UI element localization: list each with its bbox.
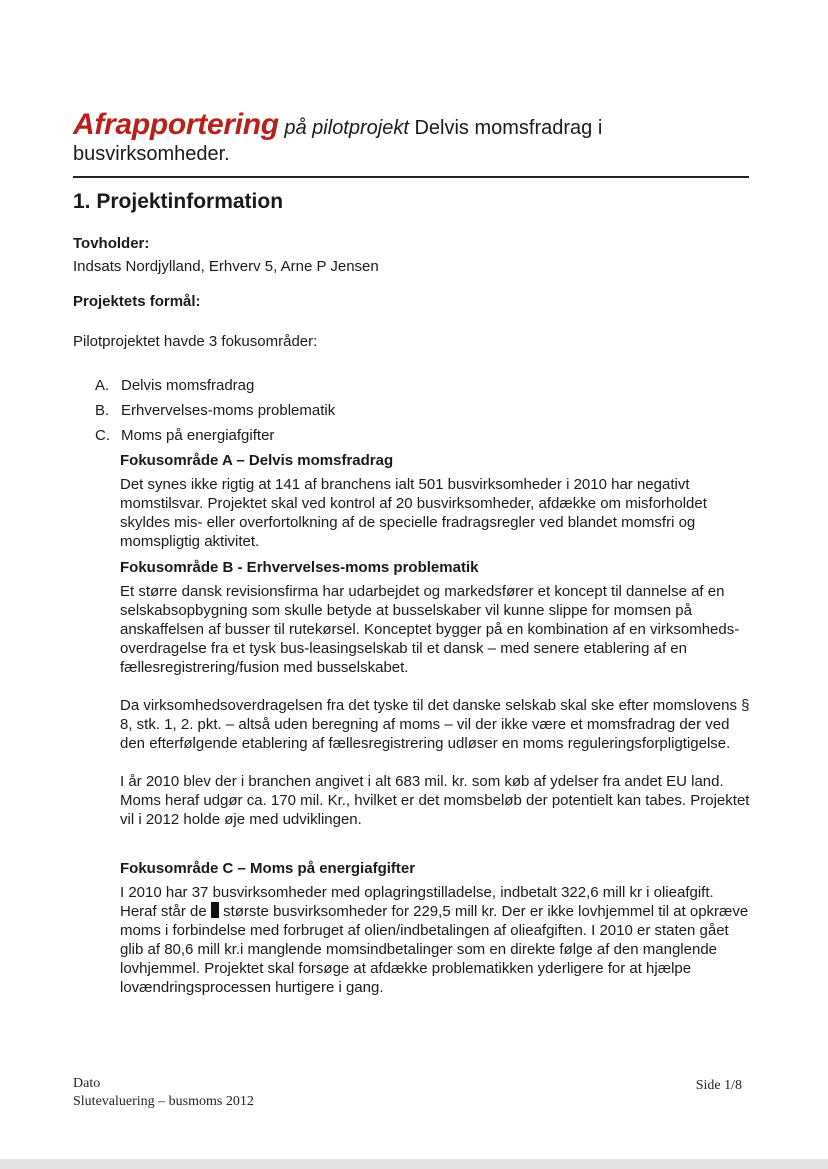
title-divider <box>73 176 749 178</box>
document-title <box>73 108 753 167</box>
list-item-text: Moms på energiafgifter <box>121 427 275 444</box>
footer-page-number: Side 1/8 <box>695 1078 742 1093</box>
list-item <box>95 426 335 451</box>
section-heading: 1. Projektinformation <box>73 190 284 213</box>
tovholder-value: Indsats Nordjylland, Erhverv 5, Arne P Jensen <box>73 258 379 275</box>
list-marker: B. <box>95 402 110 419</box>
focus-a-section <box>120 452 750 551</box>
scan-edge <box>0 1159 828 1169</box>
list-marker: C. <box>95 427 110 444</box>
list-item <box>95 401 335 426</box>
title-bold: Afrapportering <box>73 108 279 141</box>
intro-text: Pilotprojektet havde 3 fokusområder: <box>73 333 318 350</box>
title-line2: busvirksomheder. <box>73 143 230 165</box>
list-item <box>95 376 335 401</box>
list-item-text: Erhvervelses-moms problematik <box>121 402 336 419</box>
focus-b-heading: Fokusområde B - Erhvervelses-moms problematik <box>120 559 479 576</box>
title-italic: på pilotprojekt <box>284 117 409 139</box>
focus-list <box>95 376 335 451</box>
footer-date-label: Dato <box>73 1076 101 1091</box>
focus-a-paragraph: Det synes ikke rigtig at 141 af branchens ialt 501 busvirksomheder i 2010 har negativt momstilsvar. Projektet skal ved kontrol af 20 busvirksomheder, afdække om misforholdet skyldes mis- eller overfortolkning af de specielle fradragsregler ved blandet momsfri og momspligtig aktivitet. <box>120 476 707 550</box>
title-plain: Delvis momsfradrag i <box>414 117 603 139</box>
focus-b-section <box>120 559 750 829</box>
list-marker: A. <box>95 377 110 394</box>
focus-c-text-after: største busvirksomheder for 229,5 mill kr. Der er ikke lovhjemmel til at opkræve moms i forbindelse med forbruget af olien/indbetalingen af olieafgiften. I 2010 er staten gået glib af 80,6 mill kr.i manglende momsindbetalinger som en direkte følge af den manglende lovhjemmel. Projektet skal forsøge at afdække problematikken yderligere for at hjælpe lovændringsprocessen hurtigere i gang. <box>120 903 749 996</box>
formaal-label: Projektets formål: <box>73 293 201 310</box>
focus-b-paragraph-3: I år 2010 blev der i branchen angivet i alt 683 mil. kr. som køb af ydelser fra andet EU land. Moms heraf udgør ca. 170 mil. Kr., hvilket er det momsbeløb der potentielt kan tabes. Projektet vil i 2012 holde øje med udviklingen. <box>120 773 750 828</box>
focus-c-heading: Fokusområde C – Moms på energiafgifter <box>120 860 416 877</box>
focus-c-text-before: I 2010 har 37 busvirksomheder med oplagringstilladelse, indbetalt 322,6 mill kr i olieafgift. Heraf står de <box>120 884 714 920</box>
focus-b-paragraph-2: Da virksomhedsoverdragelsen fra det tyske til det danske selskab skal ske efter momslovens § 8, stk. 1, 2. pkt. – altså uden beregning af moms – vil der ikke være et momsfradrag der ved den efterfølgende etablering af fællesregistrering udløser en moms reguleringsforpligtigelse. <box>120 697 750 752</box>
focus-b-paragraph-1: Et større dansk revisionsfirma har udarbejdet og markedsfører et koncept til dannelse af en selskabsopbygning som skulle betyde at busselskaber vil kunne slippe for momsen på anskaffelsen af busser til rutekørsel. Konceptet bygger på en kombination af en virksomheds-overdragelse fra et tysk bus-leasingselskab til et dansk – med senere etablering af en fællesregistrering/fusion med busselskabet. <box>120 583 740 676</box>
list-item-text: Delvis momsfradrag <box>121 377 255 394</box>
focus-a-heading: Fokusområde A – Delvis momsfradrag <box>120 452 394 469</box>
redaction-mark <box>211 902 219 918</box>
footer-document-name: Slutevaluering – busmoms 2012 <box>73 1094 254 1109</box>
focus-c-paragraph <box>120 883 750 997</box>
tovholder-label: Tovholder: <box>73 235 150 252</box>
focus-c-section <box>120 860 750 997</box>
